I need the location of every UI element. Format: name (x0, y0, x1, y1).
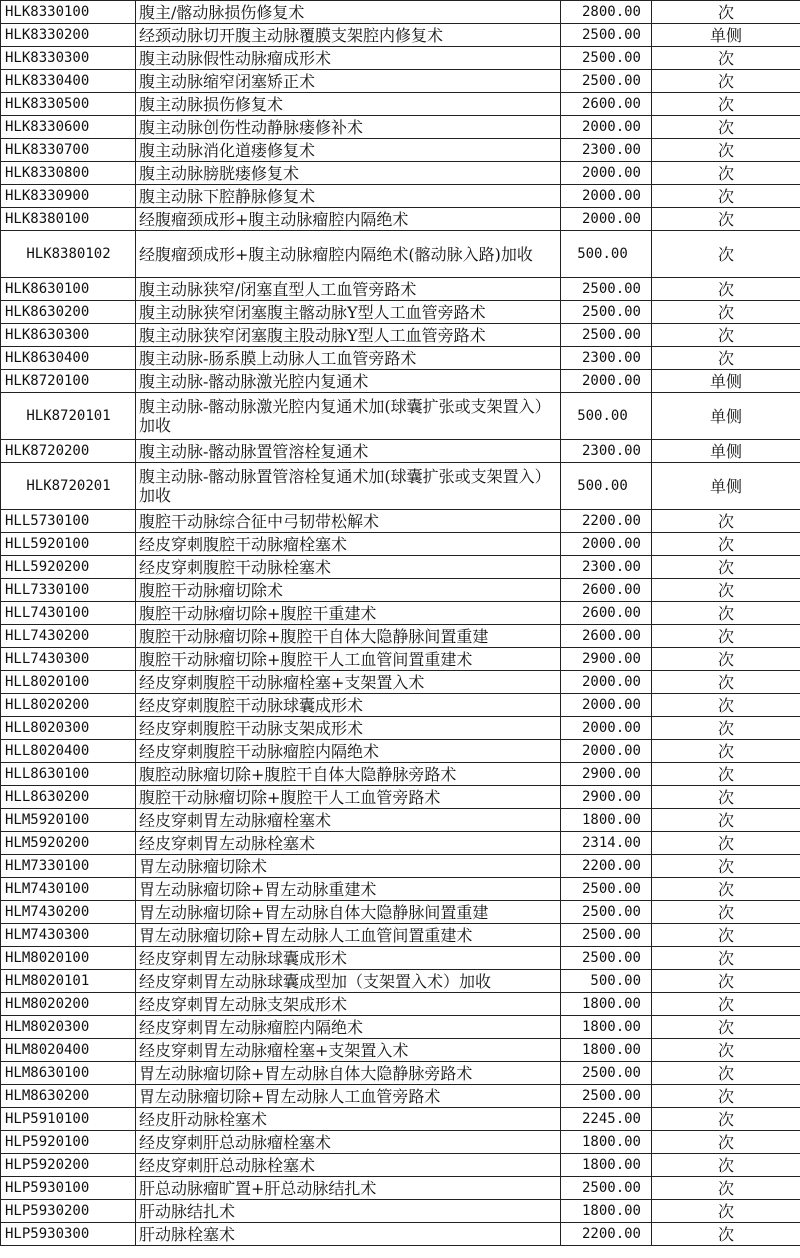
table-row (1, 1, 800, 24)
item-price-cell: 2200.00 (561, 1223, 652, 1246)
item-unit-cell: 次 (652, 231, 800, 278)
item-unit-cell: 次 (652, 855, 800, 878)
table-row (1, 763, 800, 786)
item-code-cell: HLL5920100 (1, 533, 136, 556)
table-row (1, 1200, 800, 1223)
table-row (1, 1154, 800, 1177)
item-name-cell: 经皮穿刺胃左动脉支架成形术 (136, 993, 561, 1016)
item-price-cell: 2300.00 (561, 440, 652, 463)
table-row (1, 463, 800, 510)
item-price-cell: 2000.00 (561, 162, 652, 185)
table-row (1, 786, 800, 809)
item-unit-cell: 次 (652, 947, 800, 970)
item-code-cell: HLL8630200 (1, 786, 136, 809)
item-unit-cell: 次 (652, 579, 800, 602)
item-price-cell: 2314.00 (561, 832, 652, 855)
item-unit-cell: 次 (652, 533, 800, 556)
item-price-cell: 2500.00 (561, 1085, 652, 1108)
table-row (1, 947, 800, 970)
table-row (1, 924, 800, 947)
item-name-cell: 经皮穿刺胃左动脉瘤栓塞+支架置入术 (136, 1039, 561, 1062)
item-code-cell: HLL7330100 (1, 579, 136, 602)
item-unit-cell: 次 (652, 1177, 800, 1200)
table-row (1, 832, 800, 855)
item-name-cell: 经皮穿刺腹腔干动脉瘤栓塞术 (136, 533, 561, 556)
item-unit-cell: 单侧 (652, 393, 800, 440)
item-name-cell: 肝动脉栓塞术 (136, 1223, 561, 1246)
table-row (1, 370, 800, 393)
item-code-cell: HLP5930100 (1, 1177, 136, 1200)
item-name-cell: 经皮穿刺腹腔干动脉瘤栓塞+支架置入术 (136, 671, 561, 694)
table-row (1, 625, 800, 648)
item-name-cell: 腹主动脉-肠系膜上动脉人工血管旁路术 (136, 347, 561, 370)
item-unit-cell: 次 (652, 901, 800, 924)
item-code-cell: HLK8380102 (1, 231, 136, 278)
table-row (1, 878, 800, 901)
item-price-cell: 2600.00 (561, 579, 652, 602)
table-row (1, 694, 800, 717)
item-code-cell: HLK8330100 (1, 1, 136, 24)
table-row (1, 70, 800, 93)
item-code-cell: HLK8330500 (1, 93, 136, 116)
table-row (1, 440, 800, 463)
item-unit-cell: 次 (652, 602, 800, 625)
item-code-cell: HLK8630300 (1, 324, 136, 347)
table-row (1, 116, 800, 139)
item-name-cell: 腹主动脉假性动脉瘤成形术 (136, 47, 561, 70)
table-row (1, 139, 800, 162)
table-row (1, 162, 800, 185)
item-code-cell: HLK8720201 (1, 463, 136, 510)
item-name-cell: 腹主动脉狭窄/闭塞直型人工血管旁路术 (136, 278, 561, 301)
item-name-cell: 经皮穿刺胃左动脉瘤栓塞术 (136, 809, 561, 832)
item-unit-cell: 次 (652, 832, 800, 855)
item-name-cell: 腹主动脉狭窄闭塞腹主股动脉Y型人工血管旁路术 (136, 324, 561, 347)
item-code-cell: HLL5730100 (1, 510, 136, 533)
item-name-cell: 腹腔干动脉瘤切除+腹腔干人工血管旁路术 (136, 786, 561, 809)
item-price-cell: 1800.00 (561, 993, 652, 1016)
item-name-cell: 经皮穿刺胃左动脉球囊成型加（支架置入术）加收 (136, 970, 561, 993)
item-price-cell: 1800.00 (561, 1131, 652, 1154)
item-name-cell: 腹腔干动脉综合征中弓韧带松解术 (136, 510, 561, 533)
item-unit-cell: 次 (652, 162, 800, 185)
item-price-cell: 2300.00 (561, 347, 652, 370)
item-price-cell: 2200.00 (561, 855, 652, 878)
item-name-cell: 腹主动脉-髂动脉置管溶栓复通术加(球囊扩张或支架置入）加收 (136, 463, 561, 510)
item-price-cell: 2000.00 (561, 370, 652, 393)
item-code-cell: HLP5920100 (1, 1131, 136, 1154)
item-price-cell: 2500.00 (561, 924, 652, 947)
item-price-cell: 2900.00 (561, 786, 652, 809)
item-unit-cell: 次 (652, 208, 800, 231)
item-price-cell: 2000.00 (561, 116, 652, 139)
item-price-cell: 2500.00 (561, 324, 652, 347)
item-price-cell: 2500.00 (561, 1177, 652, 1200)
item-unit-cell: 次 (652, 139, 800, 162)
item-name-cell: 胃左动脉瘤切除+胃左动脉人工血管间置重建术 (136, 924, 561, 947)
table-row (1, 1177, 800, 1200)
item-code-cell: HLM8020300 (1, 1016, 136, 1039)
item-name-cell: 腹主动脉狭窄闭塞腹主髂动脉Y型人工血管旁路术 (136, 301, 561, 324)
item-name-cell: 腹主动脉-髂动脉激光腔内复通术 (136, 370, 561, 393)
table-row (1, 1085, 800, 1108)
item-code-cell: HLK8630100 (1, 278, 136, 301)
item-unit-cell: 次 (652, 740, 800, 763)
item-unit-cell: 次 (652, 970, 800, 993)
item-unit-cell: 次 (652, 763, 800, 786)
item-unit-cell: 次 (652, 993, 800, 1016)
item-name-cell: 腹腔动脉瘤切除+腹腔干自体大隐静脉旁路术 (136, 763, 561, 786)
item-name-cell: 经腹瘤颈成形+腹主动脉瘤腔内隔绝术(髂动脉入路)加收 (136, 231, 561, 278)
item-code-cell: HLM5920200 (1, 832, 136, 855)
item-code-cell: HLK8720100 (1, 370, 136, 393)
table-row (1, 648, 800, 671)
item-name-cell: 胃左动脉瘤切除+胃左动脉人工血管旁路术 (136, 1085, 561, 1108)
item-price-cell: 2500.00 (561, 278, 652, 301)
item-code-cell: HLM7330100 (1, 855, 136, 878)
item-unit-cell: 次 (652, 1108, 800, 1131)
item-unit-cell: 次 (652, 671, 800, 694)
item-unit-cell: 次 (652, 924, 800, 947)
item-price-cell: 2800.00 (561, 1, 652, 24)
item-unit-cell: 次 (652, 347, 800, 370)
item-code-cell: HLP5910100 (1, 1108, 136, 1131)
table-row (1, 1131, 800, 1154)
item-price-cell: 2500.00 (561, 1062, 652, 1085)
table-row (1, 1108, 800, 1131)
item-price-cell: 2000.00 (561, 671, 652, 694)
item-code-cell: HLL8020100 (1, 671, 136, 694)
item-name-cell: 经颈动脉切开腹主动脉覆膜支架腔内修复术 (136, 24, 561, 47)
item-unit-cell: 次 (652, 625, 800, 648)
item-unit-cell: 次 (652, 1200, 800, 1223)
item-unit-cell: 次 (652, 648, 800, 671)
item-code-cell: HLK8330800 (1, 162, 136, 185)
item-code-cell: HLK8630200 (1, 301, 136, 324)
item-price-cell: 2600.00 (561, 625, 652, 648)
item-unit-cell: 次 (652, 1154, 800, 1177)
table-row (1, 510, 800, 533)
item-unit-cell: 次 (652, 324, 800, 347)
item-code-cell: HLL8020300 (1, 717, 136, 740)
table-row (1, 231, 800, 278)
item-price-cell: 1800.00 (561, 1200, 652, 1223)
item-name-cell: 腹主动脉膀胱瘘修复术 (136, 162, 561, 185)
item-name-cell: 腹腔干动脉瘤切除术 (136, 579, 561, 602)
table-row (1, 24, 800, 47)
item-unit-cell: 次 (652, 556, 800, 579)
item-code-cell: HLL5920200 (1, 556, 136, 579)
item-price-cell: 2900.00 (561, 648, 652, 671)
item-unit-cell: 次 (652, 47, 800, 70)
table-row (1, 602, 800, 625)
item-code-cell: HLL7430100 (1, 602, 136, 625)
item-unit-cell: 次 (652, 1016, 800, 1039)
item-unit-cell: 次 (652, 1039, 800, 1062)
table-row (1, 901, 800, 924)
item-price-cell: 2300.00 (561, 139, 652, 162)
item-code-cell: HLM5920100 (1, 809, 136, 832)
item-code-cell: HLM8020101 (1, 970, 136, 993)
table-row (1, 93, 800, 116)
item-unit-cell: 次 (652, 301, 800, 324)
table-row (1, 533, 800, 556)
item-price-cell: 1800.00 (561, 809, 652, 832)
item-code-cell: HLM7430100 (1, 878, 136, 901)
item-price-cell: 500.00 (561, 393, 652, 440)
table-row (1, 301, 800, 324)
item-unit-cell: 次 (652, 278, 800, 301)
item-price-cell: 500.00 (561, 231, 652, 278)
item-unit-cell: 单侧 (652, 463, 800, 510)
item-code-cell: HLK8330200 (1, 24, 136, 47)
item-code-cell: HLM7430300 (1, 924, 136, 947)
item-price-cell: 2900.00 (561, 763, 652, 786)
item-unit-cell: 次 (652, 1085, 800, 1108)
item-code-cell: HLL8020400 (1, 740, 136, 763)
item-unit-cell: 单侧 (652, 440, 800, 463)
item-name-cell: 腹主动脉损伤修复术 (136, 93, 561, 116)
item-code-cell: HLK8330700 (1, 139, 136, 162)
table-row (1, 185, 800, 208)
item-name-cell: 经皮穿刺腹腔干动脉支架成形术 (136, 717, 561, 740)
item-name-cell: 胃左动脉瘤切除+胃左动脉重建术 (136, 878, 561, 901)
item-price-cell: 2500.00 (561, 24, 652, 47)
item-unit-cell: 次 (652, 185, 800, 208)
item-name-cell: 腹主动脉-髂动脉置管溶栓复通术 (136, 440, 561, 463)
item-price-cell: 2600.00 (561, 93, 652, 116)
item-unit-cell: 次 (652, 694, 800, 717)
item-name-cell: 腹主/髂动脉损伤修复术 (136, 1, 561, 24)
item-name-cell: 胃左动脉瘤切除+胃左动脉自体大隐静脉间置重建 (136, 901, 561, 924)
item-unit-cell: 次 (652, 717, 800, 740)
table-row (1, 855, 800, 878)
table-row (1, 717, 800, 740)
item-unit-cell: 次 (652, 809, 800, 832)
item-name-cell: 肝总动脉瘤旷置+肝总动脉结扎术 (136, 1177, 561, 1200)
item-unit-cell: 次 (652, 70, 800, 93)
item-price-cell: 2000.00 (561, 717, 652, 740)
item-name-cell: 胃左动脉瘤切除+胃左动脉自体大隐静脉旁路术 (136, 1062, 561, 1085)
item-code-cell: HLL8020200 (1, 694, 136, 717)
item-name-cell: 腹主动脉-髂动脉激光腔内复通术加(球囊扩张或支架置入）加收 (136, 393, 561, 440)
item-price-cell: 2500.00 (561, 47, 652, 70)
item-name-cell: 经皮穿刺肝总动脉瘤栓塞术 (136, 1131, 561, 1154)
item-name-cell: 经皮肝动脉栓塞术 (136, 1108, 561, 1131)
item-name-cell: 肝动脉结扎术 (136, 1200, 561, 1223)
item-unit-cell: 次 (652, 1062, 800, 1085)
item-unit-cell: 次 (652, 878, 800, 901)
item-code-cell: HLL7430300 (1, 648, 136, 671)
item-price-cell: 2300.00 (561, 556, 652, 579)
item-name-cell: 腹腔干动脉瘤切除+腹腔干人工血管间置重建术 (136, 648, 561, 671)
item-price-cell: 1800.00 (561, 1016, 652, 1039)
item-name-cell: 经皮穿刺肝总动脉栓塞术 (136, 1154, 561, 1177)
item-code-cell: HLM8020200 (1, 993, 136, 1016)
item-price-cell: 2245.00 (561, 1108, 652, 1131)
item-code-cell: HLK8330300 (1, 47, 136, 70)
item-name-cell: 经皮穿刺腹腔干动脉瘤腔内隔绝术 (136, 740, 561, 763)
fee-table-body (1, 1, 800, 1246)
table-row (1, 970, 800, 993)
item-name-cell: 腹腔干动脉瘤切除+腹腔干自体大隐静脉间置重建 (136, 625, 561, 648)
table-row (1, 809, 800, 832)
table-row (1, 740, 800, 763)
item-price-cell: 500.00 (561, 463, 652, 510)
item-name-cell: 经皮穿刺胃左动脉球囊成形术 (136, 947, 561, 970)
item-name-cell: 腹主动脉消化道瘘修复术 (136, 139, 561, 162)
item-code-cell: HLK8380100 (1, 208, 136, 231)
table-row (1, 208, 800, 231)
item-code-cell: HLK8720101 (1, 393, 136, 440)
table-row (1, 324, 800, 347)
item-price-cell: 2500.00 (561, 301, 652, 324)
item-code-cell: HLL7430200 (1, 625, 136, 648)
table-row (1, 393, 800, 440)
table-row (1, 1039, 800, 1062)
item-name-cell: 腹主动脉下腔静脉修复术 (136, 185, 561, 208)
item-unit-cell: 次 (652, 116, 800, 139)
item-unit-cell: 单侧 (652, 24, 800, 47)
item-code-cell: HLP5920200 (1, 1154, 136, 1177)
item-name-cell: 经腹瘤颈成形+腹主动脉瘤腔内隔绝术 (136, 208, 561, 231)
item-price-cell: 2000.00 (561, 533, 652, 556)
table-row (1, 347, 800, 370)
item-unit-cell: 次 (652, 1223, 800, 1246)
item-price-cell: 2600.00 (561, 602, 652, 625)
item-price-cell: 2000.00 (561, 208, 652, 231)
table-row (1, 1223, 800, 1246)
item-unit-cell: 次 (652, 786, 800, 809)
item-name-cell: 胃左动脉瘤切除术 (136, 855, 561, 878)
table-row (1, 993, 800, 1016)
item-price-cell: 2500.00 (561, 947, 652, 970)
item-code-cell: HLK8330600 (1, 116, 136, 139)
item-price-cell: 2000.00 (561, 694, 652, 717)
table-row (1, 556, 800, 579)
table-row (1, 579, 800, 602)
item-name-cell: 经皮穿刺胃左动脉栓塞术 (136, 832, 561, 855)
item-unit-cell: 次 (652, 93, 800, 116)
item-name-cell: 经皮穿刺腹腔干动脉栓塞术 (136, 556, 561, 579)
item-unit-cell: 次 (652, 1131, 800, 1154)
item-price-cell: 1800.00 (561, 1039, 652, 1062)
item-code-cell: HLP5930200 (1, 1200, 136, 1223)
table-row (1, 47, 800, 70)
item-name-cell: 腹主动脉创伤性动静脉瘘修补术 (136, 116, 561, 139)
item-price-cell: 2000.00 (561, 740, 652, 763)
item-code-cell: HLP5930300 (1, 1223, 136, 1246)
table-row (1, 671, 800, 694)
item-name-cell: 腹主动脉缩窄闭塞矫正术 (136, 70, 561, 93)
item-code-cell: HLK8330400 (1, 70, 136, 93)
item-price-cell: 2000.00 (561, 185, 652, 208)
item-code-cell: HLL8630100 (1, 763, 136, 786)
item-price-cell: 2500.00 (561, 878, 652, 901)
item-code-cell: HLM8630200 (1, 1085, 136, 1108)
item-price-cell: 2500.00 (561, 70, 652, 93)
item-unit-cell: 次 (652, 1, 800, 24)
item-code-cell: HLK8330900 (1, 185, 136, 208)
item-unit-cell: 单侧 (652, 370, 800, 393)
item-price-cell: 2200.00 (561, 510, 652, 533)
table-row (1, 278, 800, 301)
item-code-cell: HLK8630400 (1, 347, 136, 370)
item-price-cell: 2500.00 (561, 901, 652, 924)
item-code-cell: HLK8720200 (1, 440, 136, 463)
item-code-cell: HLM7430200 (1, 901, 136, 924)
item-name-cell: 腹腔干动脉瘤切除+腹腔干重建术 (136, 602, 561, 625)
item-code-cell: HLM8020400 (1, 1039, 136, 1062)
item-name-cell: 经皮穿刺胃左动脉瘤腔内隔绝术 (136, 1016, 561, 1039)
item-price-cell: 1800.00 (561, 1154, 652, 1177)
item-unit-cell: 次 (652, 510, 800, 533)
table-row (1, 1016, 800, 1039)
item-price-cell: 500.00 (561, 970, 652, 993)
table-row (1, 1062, 800, 1085)
item-name-cell: 经皮穿刺腹腔干动脉球囊成形术 (136, 694, 561, 717)
item-code-cell: HLM8020100 (1, 947, 136, 970)
item-code-cell: HLM8630100 (1, 1062, 136, 1085)
